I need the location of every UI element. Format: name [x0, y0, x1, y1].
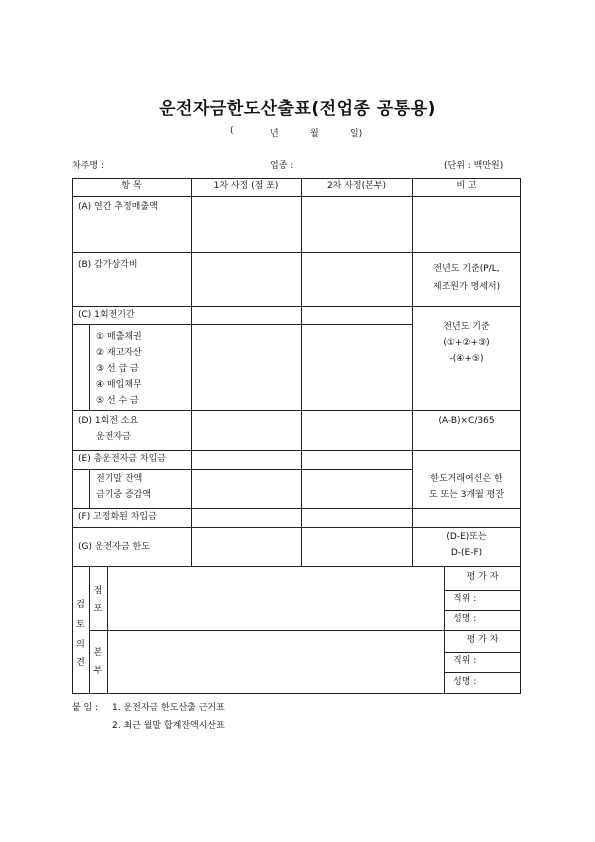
review-char-4: 견	[76, 658, 85, 668]
col-remark-header: 비 고	[456, 181, 477, 191]
branch-char-1: 점	[93, 586, 103, 596]
date-month: 월	[310, 129, 319, 139]
row-b-remark-1: 전년도 기준(P/L,	[433, 264, 500, 274]
row-g-label: (G) 운전자금 한도	[78, 542, 150, 552]
row-e-label: (E) 총운전자금 차입금	[78, 454, 166, 464]
review-char-1: 검	[76, 600, 85, 610]
attachments-label: 붙 임 :	[72, 703, 99, 713]
row-c-sub-5: ⑤ 선 수 금	[96, 396, 139, 406]
row-c-sub-1: ① 매출채권	[96, 332, 142, 342]
row-f-label: (F) 고정화된 차입금	[78, 512, 157, 522]
row-d-remark: (A-B)×C/365	[438, 416, 495, 426]
row-d-label-1: (D) 1회전 소요	[78, 416, 139, 426]
row-e-sub-1: 전기말 잔액	[96, 474, 143, 484]
col-first-review-header: 1차 사정 (점 포)	[213, 181, 279, 191]
row-c-remark-1: 전년도 기준	[443, 322, 490, 332]
branch-char-2: 포	[93, 604, 103, 614]
hq-position-label: 직위 :	[453, 656, 477, 666]
col-second-review-header: 2차 사정(본부)	[326, 181, 387, 191]
attachment-item-2: 2. 최근 월말 합계잔액시산표	[112, 721, 225, 731]
review-char-2: 토	[76, 620, 85, 630]
date-open: (	[230, 126, 234, 136]
col-item-header: 항 목	[121, 181, 142, 191]
row-a-label: (A) 연간 추정매출액	[78, 202, 158, 212]
hq-char-1: 본	[93, 648, 103, 658]
calculation-table	[72, 178, 521, 694]
industry-label: 업종 :	[270, 161, 294, 171]
row-e-sub-2: 금기중 증감액	[96, 490, 152, 500]
unit-label: (단위 : 백만원)	[444, 161, 504, 171]
row-c-remark-3: -(④+⑤)	[449, 354, 484, 364]
row-b-label: (B) 감가상각비	[78, 260, 138, 270]
row-c-label: (C) 1회전기간	[78, 310, 135, 320]
row-b-remark-2: 제조원가 명세서)	[432, 282, 501, 292]
hq-char-2: 부	[93, 666, 103, 676]
row-e-remark-1: 한도거래여신은 한	[430, 474, 503, 484]
branch-name-label: 성명 :	[453, 614, 477, 624]
attachment-item-1: 1. 운전자금 한도산출 근거표	[112, 703, 225, 713]
row-c-sub-3: ③ 선 급 금	[96, 364, 139, 374]
hq-name-label: 성명 :	[453, 677, 477, 687]
borrower-label: 차주명 :	[72, 161, 104, 171]
row-g-remark-1: (D-E)또는	[446, 532, 487, 542]
row-c-sub-4: ④ 매입채무	[96, 380, 142, 390]
review-char-3: 의	[76, 640, 85, 650]
row-c-remark-2: (①+②+③)	[443, 338, 490, 348]
hq-evaluator-label: 평 가 자	[466, 635, 499, 645]
date-day: 일)	[350, 129, 363, 139]
row-e-remark-2: 도 또는 3개월 평잔	[428, 490, 505, 500]
row-g-remark-2: D-(E-F)	[450, 548, 483, 558]
date-year: 년	[270, 129, 279, 139]
branch-position-label: 직위 :	[453, 594, 477, 604]
branch-evaluator-label: 평 가 자	[466, 572, 499, 582]
row-c-sub-2: ② 재고자산	[96, 348, 142, 358]
row-d-label-2: 운전자금	[96, 432, 131, 442]
document-title: 운전자금한도산출표(전업종 공통용)	[159, 99, 436, 119]
